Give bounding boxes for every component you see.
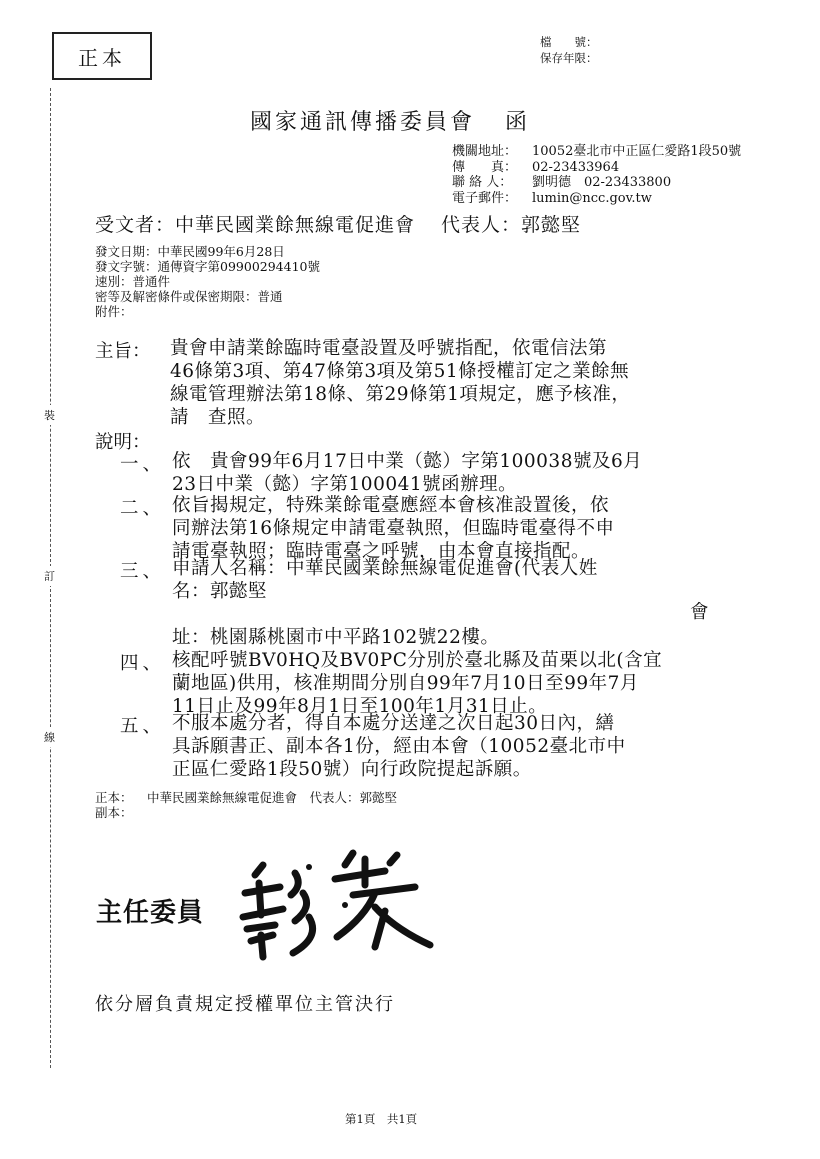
meta-label: 速別： bbox=[95, 274, 133, 289]
item-line: 核配呼號BV0HQ及BV0PC分別於臺北縣及苗栗以北(含宜 bbox=[172, 650, 663, 671]
item-line: 具訴願書正、副本各1份，經由本會（10052臺北市中 bbox=[172, 736, 626, 757]
item-line: 請電臺執照；臨時電臺之呼號，由本會直接指配。 bbox=[172, 541, 591, 562]
item-number: 三、 bbox=[120, 561, 166, 582]
item-line: 蘭地區)供用，核准期間分別自99年7月10日至99年7月 bbox=[172, 673, 639, 694]
delegation-note: 依分層負責規定授權單位主管決行 bbox=[95, 994, 395, 1015]
receiver bbox=[95, 210, 581, 237]
item-line: 11日止及99年8月1日至100年1月31日止。 bbox=[172, 696, 548, 717]
dispatch-meta bbox=[95, 244, 320, 319]
description-item bbox=[172, 626, 499, 649]
dangling-char: 會 bbox=[690, 602, 709, 623]
item-line: 址：桃園縣桃園市中平路102號22樓。 bbox=[172, 627, 500, 648]
subject-line: 線電管理辦法第18條、第29條第1項規定，應予核准， bbox=[170, 384, 631, 405]
document-title bbox=[250, 105, 530, 136]
item-line: 依 貴會99年6月17日中業（懿）字第100038號及6月 bbox=[172, 451, 643, 472]
retention-label: 保存年限： bbox=[540, 51, 598, 65]
subject-text bbox=[170, 337, 718, 429]
meta-label: 發文字號： bbox=[95, 259, 158, 274]
description-label: 說明： bbox=[95, 432, 151, 453]
meta-label: 附件： bbox=[95, 304, 133, 319]
dispatch-date: 中華民國99年6月28日 bbox=[157, 244, 285, 259]
description-item bbox=[172, 494, 615, 563]
item-line: 23日中業（懿）字第100041號函辦理。 bbox=[172, 474, 518, 495]
subject-line: 46條第3項、第47條第3項及第51條授權訂定之業餘無 bbox=[170, 361, 630, 382]
contact-label: 傳 真： bbox=[452, 159, 518, 175]
contact-block bbox=[452, 144, 741, 206]
receiver-label: 受文者： bbox=[95, 214, 176, 236]
contact-row bbox=[452, 144, 741, 160]
subject-line: 貴會申請業餘臨時電臺設置及呼號指配，依電信法第 bbox=[170, 338, 608, 359]
subject-label: 主旨： bbox=[95, 341, 151, 362]
description-item bbox=[172, 450, 642, 496]
signatory-title: 主任委員 bbox=[96, 898, 205, 928]
item-line: 申請人名稱：中華民國業餘無線電促進會(代表人姓 bbox=[172, 558, 598, 579]
meta-label: 密等及解密條件或保密期限： bbox=[95, 289, 258, 304]
copies-block bbox=[95, 790, 397, 820]
item-number: 五、 bbox=[120, 716, 166, 737]
item-number: 四、 bbox=[120, 653, 166, 674]
binding-mark-xian: 線 bbox=[44, 727, 55, 747]
page-number: 第1頁 共1頁 bbox=[345, 1112, 418, 1126]
address-value: 10052臺北市中正區仁愛路1段50號 bbox=[532, 144, 742, 159]
item-line: 同辦法第16條規定申請電臺執照，但臨時電臺得不申 bbox=[172, 518, 615, 539]
contact-label: 聯 絡 人： bbox=[452, 175, 513, 190]
file-number-label: 檔 號： bbox=[540, 35, 598, 49]
agency-name: 國家通訊傳播委員會 bbox=[250, 110, 476, 135]
speed-value: 普通件 bbox=[132, 274, 171, 289]
subject-line: 請 查照。 bbox=[170, 407, 266, 428]
contact-person-value: 劉明德 02-23433800 bbox=[532, 175, 672, 190]
receiver-rep: 代表人：郭懿堅 bbox=[441, 214, 582, 236]
original-copy-stamp: 正本 bbox=[52, 32, 152, 80]
classification-value: 普通 bbox=[257, 289, 283, 304]
document-kind: 函 bbox=[505, 110, 531, 135]
binding-mark-zhuang: 裝 bbox=[44, 405, 55, 425]
description-item bbox=[172, 557, 598, 603]
duplicate-copy-label: 副本： bbox=[95, 805, 133, 820]
contact-label: 機關地址： bbox=[452, 144, 518, 159]
item-line: 正區仁愛路1段50號）向行政院提起訴願。 bbox=[172, 759, 532, 780]
item-line: 不服本處分者，得自本處分送達之次日起30日內，繕 bbox=[172, 713, 615, 734]
description-item bbox=[172, 712, 626, 781]
item-line: 依旨揭規定，特殊業餘電臺應經本會核准設置後，依 bbox=[172, 495, 610, 516]
contact-row bbox=[452, 175, 741, 191]
item-line: 名：郭懿堅 bbox=[172, 581, 268, 602]
dispatch-number: 通傳資字第09900294410號 bbox=[157, 259, 320, 274]
contact-row bbox=[452, 160, 741, 176]
fax-value: 02-23433964 bbox=[532, 159, 620, 175]
item-number: 二、 bbox=[120, 498, 166, 519]
contact-row bbox=[452, 191, 741, 207]
receiver-name: 中華民國業餘無線電促進會 bbox=[175, 214, 416, 236]
binding-mark-ding: 訂 bbox=[44, 566, 55, 586]
handwritten-signature bbox=[225, 845, 455, 975]
email-value: lumin@ncc.gov.tw bbox=[532, 190, 652, 206]
description-item bbox=[172, 649, 662, 718]
contact-label: 電子郵件： bbox=[452, 190, 518, 206]
item-number: 一、 bbox=[120, 454, 166, 475]
archive-info bbox=[540, 34, 610, 66]
meta-label: 發文日期： bbox=[95, 244, 158, 259]
original-copy-label: 正本： bbox=[95, 790, 133, 805]
original-copy-value: 中華民國業餘無線電促進會 代表人：郭懿堅 bbox=[147, 790, 398, 805]
